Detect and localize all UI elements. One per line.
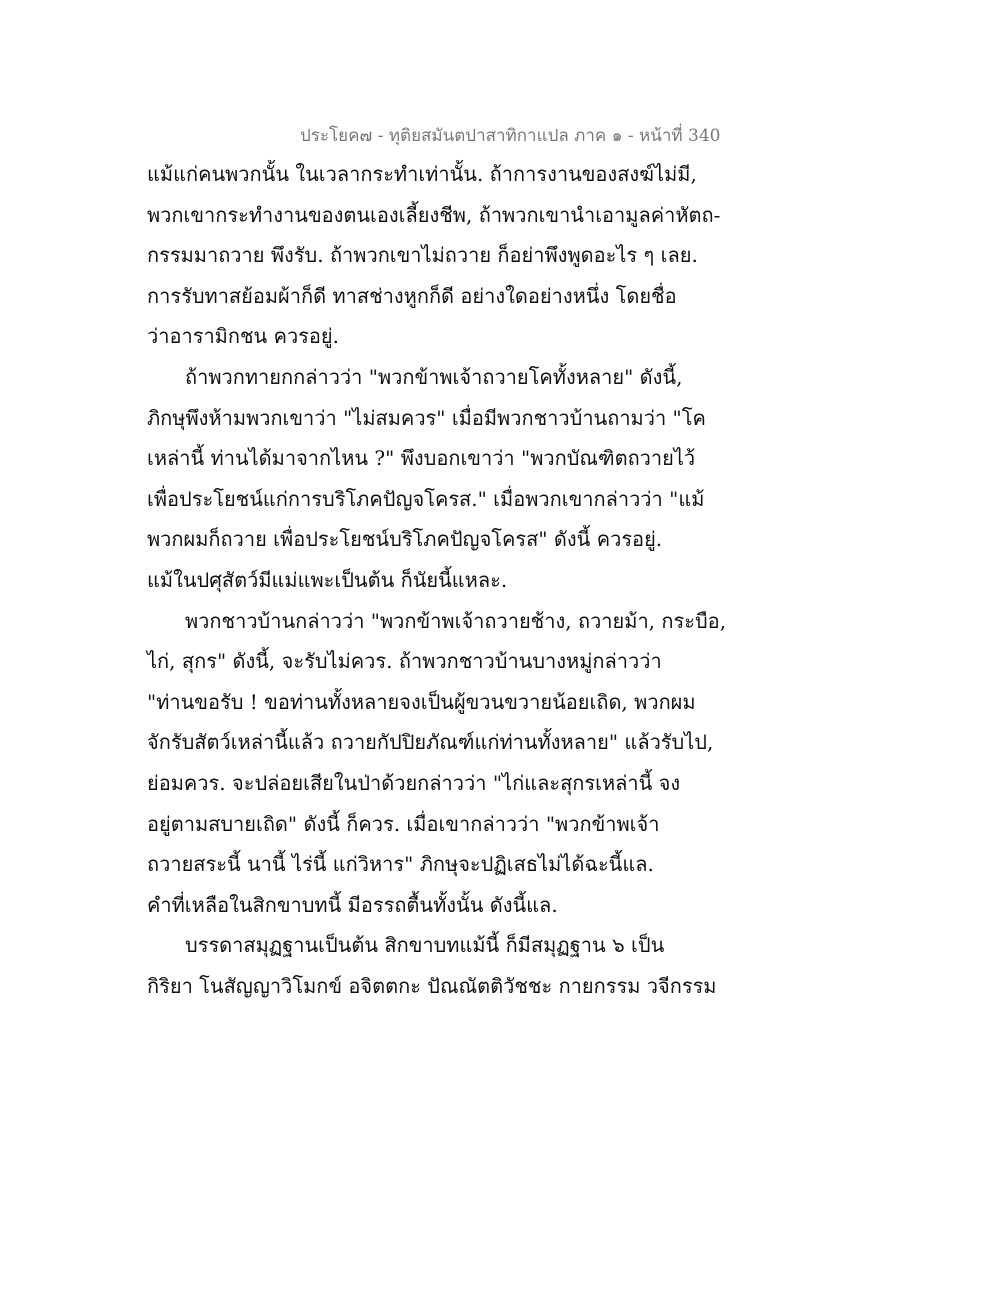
text-line: อยู่ตามสบายเถิด" ดังนี้ ก็ควร. เมื่อเขากล่าวว่า "พวกข้าพเจ้า <box>147 811 660 836</box>
text-line: พวกผมก็ถวาย เพื่อประโยชน์บริโภคปัญจโครส" ดังนี้ ควรอยู่. <box>147 527 663 552</box>
text-line: จักรับสัตว์เหล่านี้แล้ว ถวายกัปปิยภัณฑ์แก่ท่านทั้งหลาย" แล้วรับไป, <box>147 730 714 755</box>
text-line: ไก่, สุกร" ดังนี้, จะรับไม่ควร. ถ้าพวกชาวบ้านบางหมู่กล่าวว่า <box>147 649 662 674</box>
text-line: "ท่านขอรับ ! ขอท่านทั้งหลายจงเป็นผู้ขวนขวายน้อยเถิด, พวกผม <box>147 689 696 714</box>
text-line: แม้แก่คนพวกนั้น ในเวลากระทำเท่านั้น. ถ้าการงานของสงฆ์ไม่มี, <box>147 162 697 186</box>
paragraph-start-line: ถ้าพวกทายกกล่าวว่า "พวกข้าพเจ้าถวายโคทั้งหลาย" ดังนี้, <box>185 364 683 389</box>
text-line: เหล่านี้ ท่านได้มาจากไหน ?" พึงบอกเขาว่า "พวกบัณฑิตถวายไว้ <box>147 446 696 471</box>
text-line: คำที่เหลือในสิกขาบทนี้ มีอรรถตื้นทั้งนั้น ดังนี้แล. <box>147 892 558 917</box>
running-header: ประโยค๗ - ทุติยสมันตปาสาทิกาแปล ภาค ๑ - หน้าที่ 340 <box>300 126 721 146</box>
text-line: กรรมมาถวาย พึงรับ. ถ้าพวกเขาไม่ถวาย ก็อย่าพึงพูดอะไร ๆ เลย. <box>147 243 698 268</box>
text-line: กิริยา โนสัญญาวิโมกข์ อจิตตกะ ปัณณัตติวัชชะ กายกรรม วจีกรรม <box>147 973 717 998</box>
paragraph-start-line: พวกชาวบ้านกล่าวว่า "พวกข้าพเจ้าถวายช้าง, ถวายม้า, กระบือ, <box>185 608 727 633</box>
paragraph-start-line: บรรดาสมุฏฐานเป็นต้น สิกขาบทแม้นี้ ก็มีสมุฏฐาน ๖ เป็น <box>185 933 665 958</box>
text-line: ภิกษุพึงห้ามพวกเขาว่า "ไม่สมควร" เมื่อมีพวกชาวบ้านถามว่า "โค <box>147 405 706 430</box>
body-text <box>147 154 727 1006</box>
text-line: ว่าอารามิกชน ควรอยู่. <box>147 324 340 349</box>
text-line: พวกเขากระทำงานของตนเองเลี้ยงชีพ, ถ้าพวกเขานำเอามูลค่าหัตถ- <box>147 202 721 227</box>
text-line: การรับทาสย้อมผ้าก็ดี ทาสช่างหูกก็ดี อย่างใดอย่างหนึ่ง โดยชื่อ <box>147 283 677 308</box>
text-line: ถวายสระนี้ นานี้ ไร่นี้ แก่วิหาร" ภิกษุจะปฏิเสธไม่ได้ฉะนี้แล. <box>147 852 654 877</box>
text-line: แม้ในปศุสัตว์มีแม่แพะเป็นต้น ก็นัยนี้แหละ. <box>147 567 508 592</box>
text-line: ย่อมควร. จะปล่อยเสียในป่าด้วยกล่าวว่า "ไก่และสุกรเหล่านี้ จง <box>147 770 681 795</box>
text-line: เพื่อประโยชน์แก่การบริโภคปัญจโครส." เมื่อพวกเขากล่าวว่า "แม้ <box>147 486 705 511</box>
